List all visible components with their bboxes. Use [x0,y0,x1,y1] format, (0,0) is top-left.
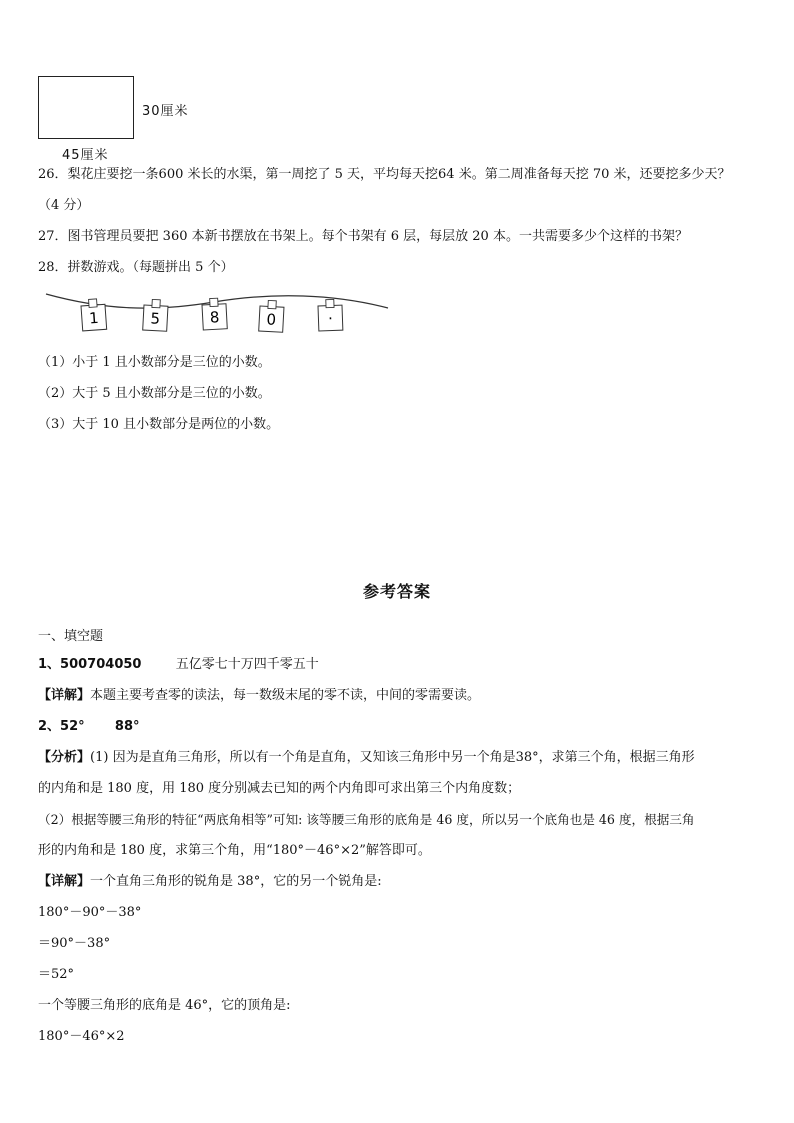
number-card [143,299,169,331]
detail-tag: 【详解】 [38,874,91,889]
answer-2-analysis-line2: 的内角和是 180 度，用 180 度分别减去已知的两个内角即可求出第三个内角度数； [38,781,521,796]
card-digit: 1 [88,308,100,328]
number-card [318,299,343,331]
question-26-line2: （4 分） [38,198,90,213]
answer-1-value: 1、500704050 [38,657,142,672]
question-26-line1: 26．梨花庄要挖一条600 米长的水渠，第一周挖了 5 天，平均每天挖64 米。第二周准备每天挖 70 米，还要挖多少天？ [38,167,731,182]
answer-1-number [38,656,319,674]
answer-2-value: 2、52° [38,719,85,734]
question-28-title: 28．拼数游戏。（每题拼出 5 个） [38,260,234,275]
rectangle-side-label: 30厘米 [142,104,189,119]
rectangle-figure [38,76,134,139]
number-cards-illustration [44,288,390,338]
question-27: 27．图书管理员要把 360 本新书摆放在书架上。每个书架有 6 层，每层放 20 本。一共需要多少个这样的书架？ [38,229,688,244]
answer-2-number [38,718,140,736]
calc-step-2: ＝90°－38° [38,936,111,951]
calc-step-3: ＝52° [38,967,75,982]
answer-2-detail-line2: 一个等腰三角形的底角是 46°，它的顶角是: [38,998,291,1013]
number-card [202,298,228,330]
answer-2-value2: 88° [114,719,140,734]
section-heading: 一、填空题 [38,629,104,644]
question-28-sub2: （2）大于 5 且小数部分是三位的小数。 [38,386,271,401]
question-28-sub3: （3）大于 10 且小数部分是两位的小数。 [38,417,280,432]
answer-2-analysis-line1 [38,749,695,767]
answers-title: 参考答案 [362,582,431,601]
analysis-text: (1) 因为是直角三角形，所以有一个角是直角，又知该三角形中另一个角是38°，求第三个角，根据三角形 [90,750,695,765]
answer-2-analysis-line4: 形的内角和是 180 度，求第三个角，用“180°－46°×2”解答即可。 [38,843,431,858]
rectangle-bottom-label: 45厘米 [62,148,109,163]
card-digit: 8 [209,308,220,327]
detail-text: 本题主要考查零的读法，每一数级末尾的零不读，中间的零需要读。 [90,688,481,703]
answer-2-analysis-line3: （2）根据等腰三角形的特征“两底角相等”可知: 该等腰三角形的底角是 46 度，所以另一个底角也是 46 度，根据三角 [38,812,695,827]
analysis-tag: 【分析】 [38,750,91,765]
calc-step-4: 180°－46°×2 [38,1029,125,1044]
detail-text: 一个直角三角形的锐角是 38°，它的另一个锐角是: [90,874,382,889]
card-digit: 5 [150,309,161,328]
answer-1-text: 五亿零七十万四千零五十 [175,657,319,672]
answer-1-detail [38,687,480,705]
card-digit: · [327,309,334,328]
question-28-sub1: （1）小于 1 且小数部分是三位的小数。 [38,355,271,370]
answer-2-detail-line1 [38,873,382,891]
number-card [259,300,285,332]
calc-step-1: 180°－90°－38° [38,905,142,920]
card-digit: 0 [266,310,277,329]
detail-tag: 【详解】 [38,688,91,703]
